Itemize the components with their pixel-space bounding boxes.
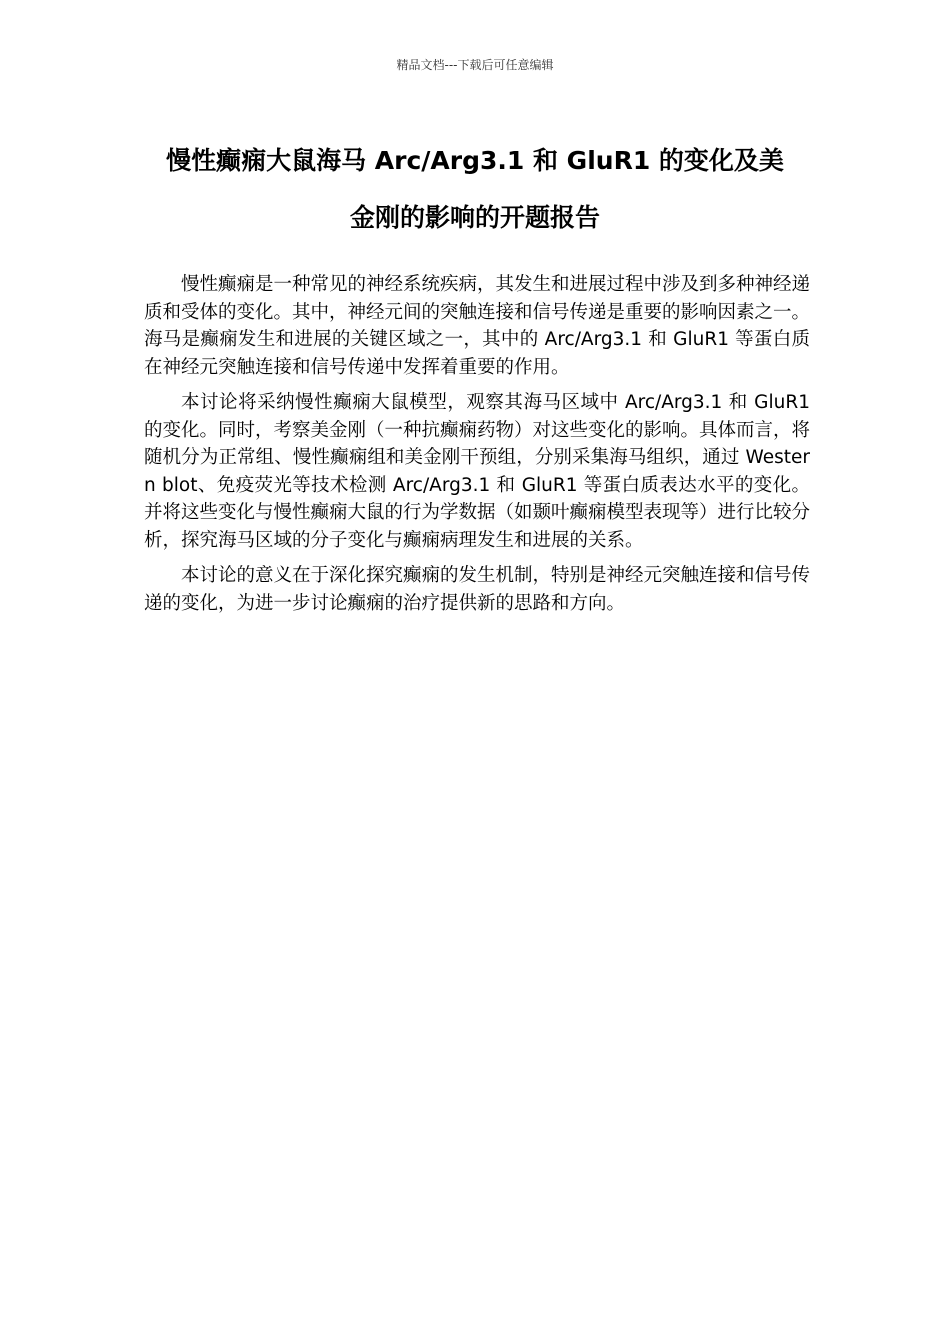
title-line-1: 慢性癫痫大鼠海马 Arc/Arg3.1 和 GluR1 的变化及美	[166, 146, 784, 175]
title-line-2: 金刚的影响的开题报告	[349, 203, 600, 232]
paragraph-3: 本讨论的意义在于深化探究癫痫的发生机制，特别是神经元突触连接和信号传递的变化，为进一步讨论癫痫的治疗提供新的思路和方向。	[144, 565, 811, 614]
header-note: 精品文档---下载后可任意编辑	[396, 58, 554, 72]
paragraph-1: 慢性癫痫是一种常见的神经系统疾病，其发生和进展过程中涉及到多种神经递质和受体的变化。其中，神经元间的突触连接和信号传递是重要的影响因素之一。海马是癫痫发生和进展的关键区域之一，其中的 Arc/Arg3.1 和 GluR1 等蛋白质在神经元突触连接和信号传递中发挥着重要的作用。	[144, 274, 811, 378]
document-body	[144, 271, 810, 625]
document-title	[140, 132, 810, 246]
paragraph-2: 本讨论将采纳慢性癫痫大鼠模型，观察其海马区域中 Arc/Arg3.1 和 GluR1 的变化。同时，考察美金刚（一种抗癫痫药物）对这些变化的影响。具体而言，将随机分为正常组、慢性癫痫组和美金刚干预组，分别采集海马组织，通过 Western blot、免疫荧光等技术检测 Arc/Arg3.1 和 GluR1 等蛋白质表达水平的变化。并将这些变化与慢性癫痫大鼠的行为学数据（如颞叶癫痫模型表现等）进行比较分析，探究海马区域的分子变化与癫痫病理发生和进展的关系。	[144, 392, 811, 551]
